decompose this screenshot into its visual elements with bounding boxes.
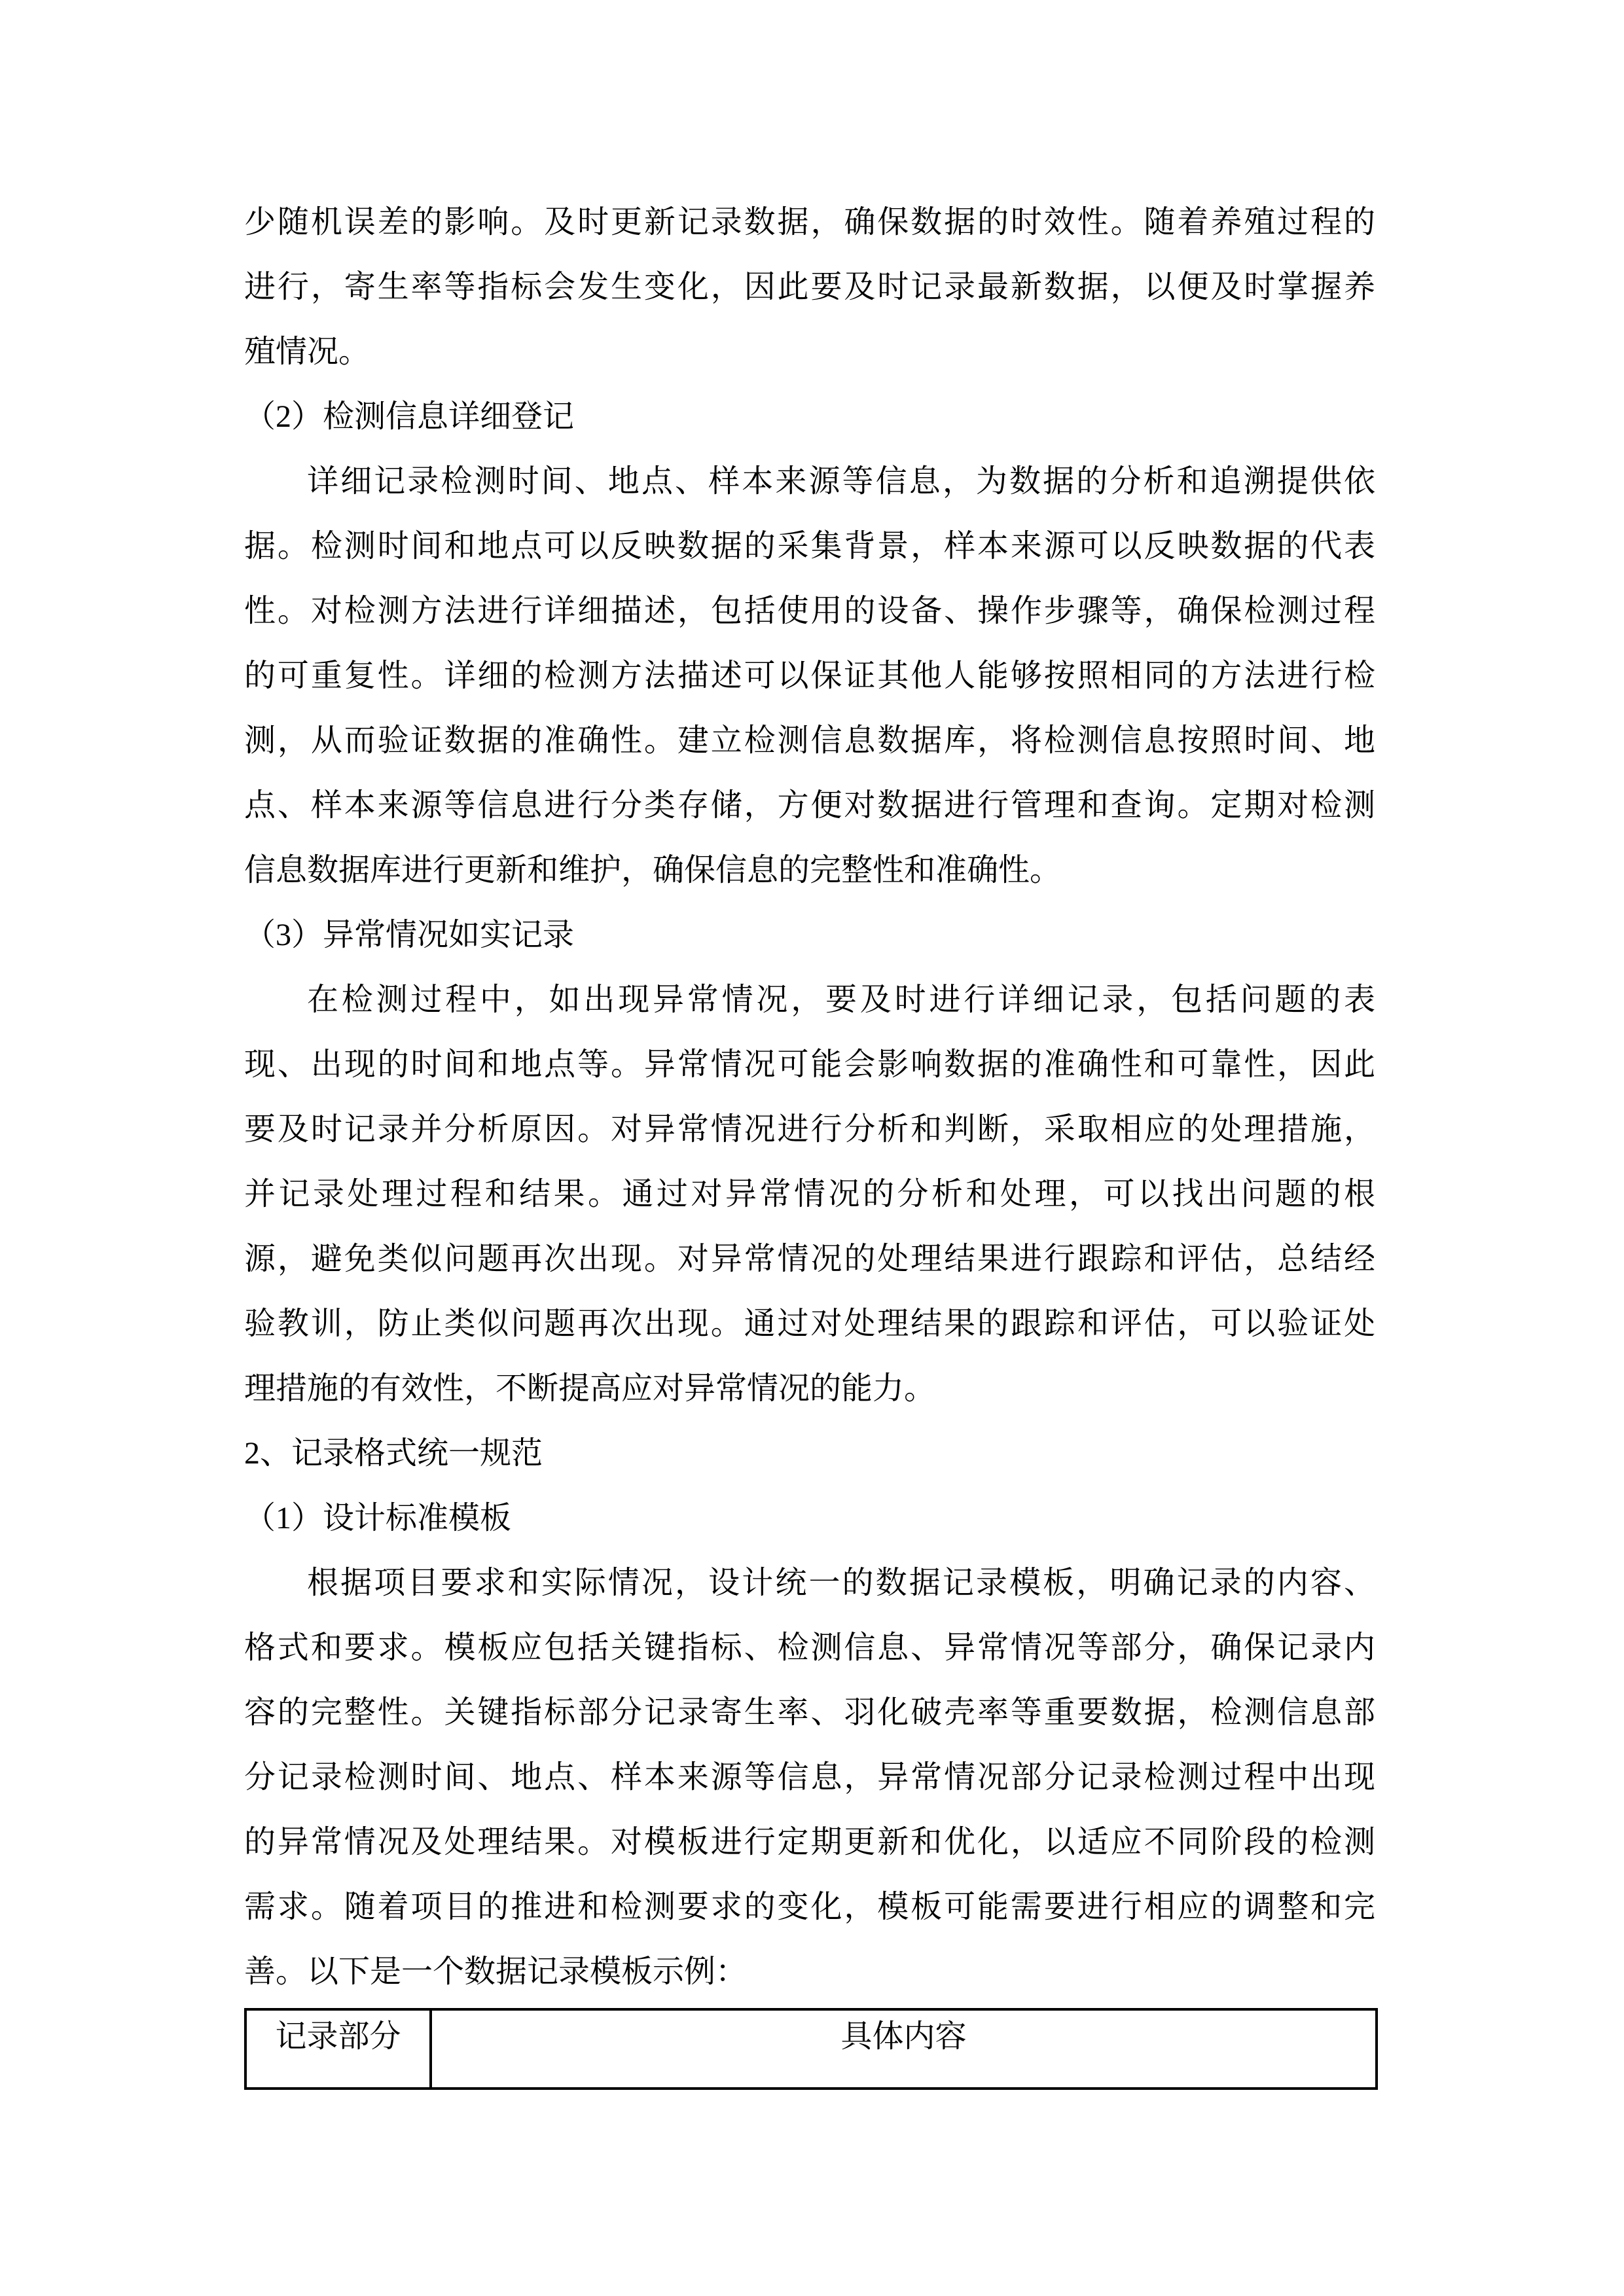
sample-record-table bbox=[244, 2008, 1378, 2090]
paragraph-line: 需求。随着项目的推进和检测要求的变化，模板可能需要进行相应的调整和完 bbox=[244, 1890, 1375, 1924]
paragraph-line: 殖情况。 bbox=[244, 334, 370, 369]
paragraph-line: 容的完整性。关键指标部分记录寄生率、羽化破壳率等重要数据，检测信息部 bbox=[244, 1695, 1375, 1730]
section-heading: （2）检测信息详细登记 bbox=[244, 399, 575, 434]
table-header-cell-record-part: 记录部分 bbox=[247, 2011, 432, 2087]
paragraph-line: 详细记录检测时间、地点、样本来源等信息，为数据的分析和追溯提供依 bbox=[307, 464, 1375, 499]
paragraph-line: 理措施的有效性，不断提高应对异常情况的能力。 bbox=[244, 1371, 936, 1406]
paragraph-line: 进行，寄生率等指标会发生变化，因此要及时记录最新数据，以便及时掌握养 bbox=[244, 270, 1375, 304]
paragraph-line: 据。检测时间和地点可以反映数据的采集背景，样本来源可以反映数据的代表 bbox=[244, 529, 1375, 564]
paragraph-line: 验教训，防止类似问题再次出现。通过对处理结果的跟踪和评估，可以验证处 bbox=[244, 1306, 1375, 1341]
paragraph-line: 源，避免类似问题再次出现。对异常情况的处理结果进行跟踪和评估，总结经 bbox=[244, 1242, 1375, 1276]
section-heading: 2、记录格式统一规范 bbox=[244, 1436, 543, 1471]
paragraph-line: 在检测过程中，如出现异常情况，要及时进行详细记录，包括问题的表 bbox=[307, 982, 1375, 1017]
section-heading: （1）设计标准模板 bbox=[244, 1501, 512, 1535]
paragraph-line: 格式和要求。模板应包括关键指标、检测信息、异常情况等部分，确保记录内 bbox=[244, 1630, 1375, 1665]
paragraph-line: 并记录处理过程和结果。通过对异常情况的分析和处理，可以找出问题的根 bbox=[244, 1177, 1375, 1211]
paragraph-line: 测，从而验证数据的准确性。建立检测信息数据库，将检测信息按照时间、地 bbox=[244, 723, 1375, 758]
paragraph-line: 性。对检测方法进行详细描述，包括使用的设备、操作步骤等，确保检测过程 bbox=[244, 594, 1375, 628]
paragraph-line: 点、样本来源等信息进行分类存储，方便对数据进行管理和查询。定期对检测 bbox=[244, 788, 1375, 823]
paragraph-line: 要及时记录并分析原因。对异常情况进行分析和判断，采取相应的处理措施， bbox=[244, 1112, 1375, 1147]
paragraph-line: 根据项目要求和实际情况，设计统一的数据记录模板，明确记录的内容、 bbox=[307, 1566, 1375, 1600]
text-block bbox=[244, 190, 1375, 2004]
paragraph-line: 信息数据库进行更新和维护，确保信息的完整性和准确性。 bbox=[244, 853, 1062, 888]
paragraph-line: 善。以下是一个数据记录模板示例： bbox=[244, 1954, 748, 1989]
paragraph-line: 的可重复性。详细的检测方法描述可以保证其他人能够按照相同的方法进行检 bbox=[244, 658, 1375, 693]
table-header-cell-specific-content: 具体内容 bbox=[840, 2019, 967, 2054]
paragraph-line: 少随机误差的影响。及时更新记录数据，确保数据的时效性。随着养殖过程的 bbox=[244, 205, 1375, 240]
paragraph-line: 分记录检测时间、地点、样本来源等信息，异常情况部分记录检测过程中出现 bbox=[244, 1760, 1375, 1795]
section-heading: （3）异常情况如实记录 bbox=[244, 918, 575, 952]
paragraph-line: 现、出现的时间和地点等。异常情况可能会影响数据的准确性和可靠性，因此 bbox=[244, 1047, 1375, 1082]
paragraph-line: 的异常情况及处理结果。对模板进行定期更新和优化，以适应不同阶段的检测 bbox=[244, 1825, 1375, 1859]
